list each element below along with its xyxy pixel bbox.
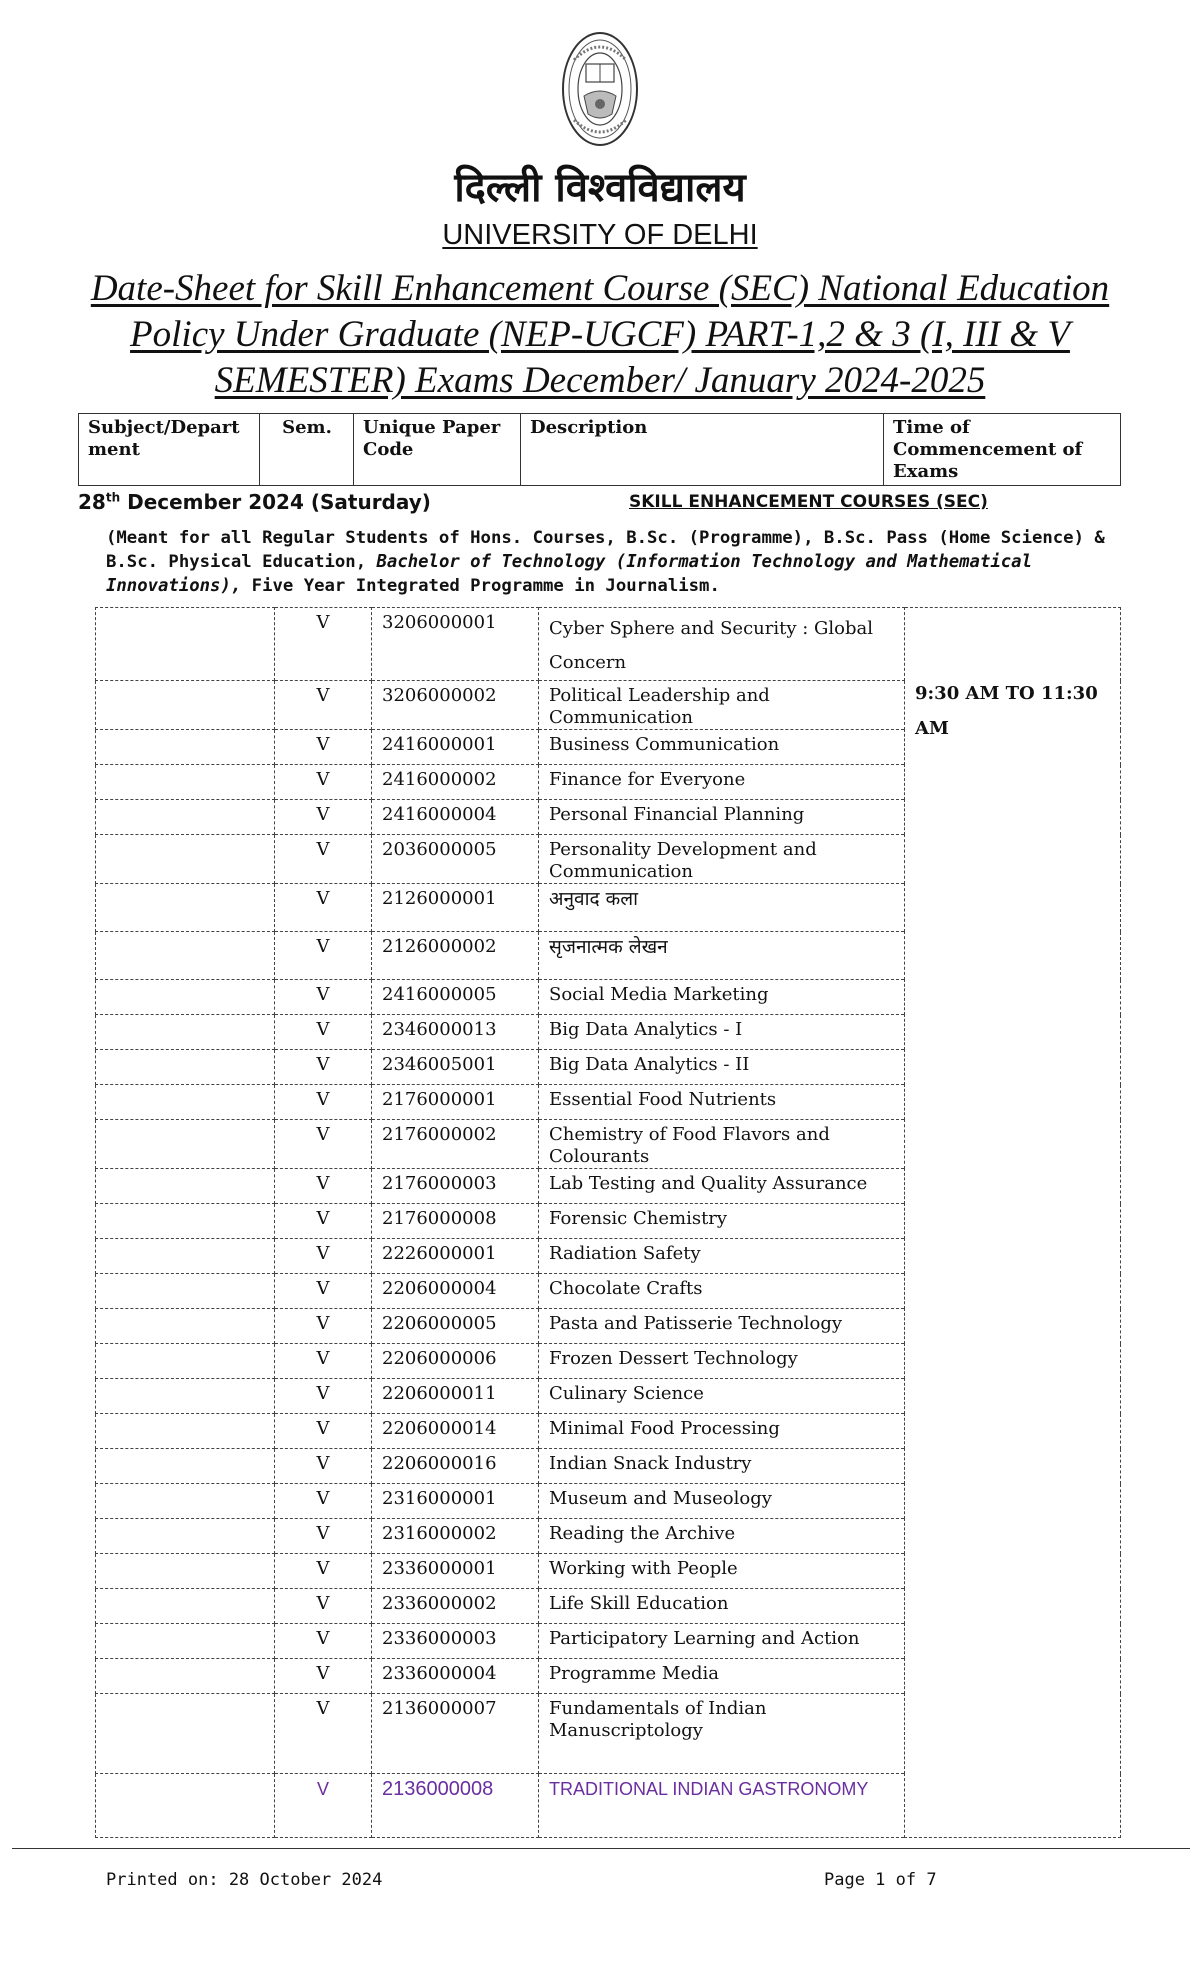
col-subject-header: Subject/Depart ment [79, 414, 260, 486]
subject-cell [96, 980, 275, 1015]
subject-cell [96, 1309, 275, 1344]
sem-cell: V [275, 1414, 372, 1449]
sem-cell: V [275, 1379, 372, 1414]
paper-code-cell: 2206000004 [372, 1274, 539, 1309]
sem-cell: V [275, 1309, 372, 1344]
description-cell: Big Data Analytics - II [539, 1050, 905, 1085]
sem-cell: V [275, 765, 372, 800]
paper-code-cell: 2126000002 [372, 932, 539, 980]
description-cell: अनुवाद कला [539, 884, 905, 932]
sem-cell: V [275, 608, 372, 681]
subject-cell [96, 1239, 275, 1274]
sem-cell: V [275, 1204, 372, 1239]
description-cell: Forensic Chemistry [539, 1204, 905, 1239]
university-title: UNIVERSITY OF DELHI [442, 219, 758, 251]
subject-cell [96, 765, 275, 800]
subject-cell [96, 1589, 275, 1624]
paper-code-cell: 2206000006 [372, 1344, 539, 1379]
hindi-university-title: दिल्ली विश्वविद्यालय [454, 165, 746, 211]
sem-cell: V [275, 1050, 372, 1085]
paper-code-cell: 2036000005 [372, 835, 539, 884]
sem-cell: V [275, 1554, 372, 1589]
subject-cell [96, 932, 275, 980]
footer-divider [12, 1848, 1190, 1849]
paper-code-cell: 2316000001 [372, 1484, 539, 1519]
sem-cell: V [275, 1484, 372, 1519]
page-number: Page 1 of 7 [824, 1870, 937, 1890]
subject-cell [96, 1274, 275, 1309]
datesheet-title: Date-Sheet for Skill Enhancement Course (SEC) National Education Policy Under Graduate (NEP-UGCF) PART-1,2 & 3 (I, III & V SEMESTER) Exams December/ January 2024-2025 [90, 268, 1110, 401]
description-cell: Essential Food Nutrients [539, 1085, 905, 1120]
sem-cell: V [275, 1774, 372, 1838]
subject-cell [96, 1694, 275, 1774]
sem-cell: V [275, 1120, 372, 1169]
subject-cell [96, 1169, 275, 1204]
sem-cell: V [275, 1085, 372, 1120]
paper-table [95, 607, 1121, 1838]
description-cell: Chocolate Crafts [539, 1274, 905, 1309]
sem-cell: V [275, 1519, 372, 1554]
paper-code-cell: 2176000003 [372, 1169, 539, 1204]
column-header-row [79, 414, 1121, 486]
eligibility-note-part1: (Meant for all Regular Students of Hons. Courses, B.Sc. (Programme), B.Sc. Pass (Home Science) & B.Sc. Physical Education, [106, 528, 1105, 572]
paper-code-cell: 2336000001 [372, 1554, 539, 1589]
description-cell: Finance for Everyone [539, 765, 905, 800]
subject-cell [96, 1015, 275, 1050]
subject-cell [96, 1449, 275, 1484]
exam-date [78, 490, 431, 514]
col-sem-header: Sem. [260, 414, 354, 486]
sem-cell: V [275, 1239, 372, 1274]
subject-cell [96, 1120, 275, 1169]
column-header-table [78, 413, 1121, 486]
description-cell: Minimal Food Processing [539, 1414, 905, 1449]
sem-cell: V [275, 884, 372, 932]
subject-cell [96, 608, 275, 681]
section-heading: SKILL ENHANCEMENT COURSES (SEC) [629, 492, 988, 512]
description-cell: Museum and Museology [539, 1484, 905, 1519]
paper-code-cell: 2136000007 [372, 1694, 539, 1774]
subject-cell [96, 800, 275, 835]
paper-code-cell: 2336000004 [372, 1659, 539, 1694]
paper-code-cell: 2316000002 [372, 1519, 539, 1554]
description-cell: Radiation Safety [539, 1239, 905, 1274]
description-cell: Big Data Analytics - I [539, 1015, 905, 1050]
description-cell: Chemistry of Food Flavors and Colourants [539, 1120, 905, 1169]
paper-code-cell: 2206000014 [372, 1414, 539, 1449]
description-cell: Lab Testing and Quality Assurance [539, 1169, 905, 1204]
exam-day-line [78, 490, 1123, 516]
sem-cell: V [275, 681, 372, 730]
description-cell: Pasta and Patisserie Technology [539, 1309, 905, 1344]
col-time-header: Time of Commencement of Exams [884, 414, 1121, 486]
description-cell: सृजनात्मक लेखन [539, 932, 905, 980]
sem-cell: V [275, 730, 372, 765]
paper-code-cell: 2336000003 [372, 1624, 539, 1659]
paper-code-cell: 2206000005 [372, 1309, 539, 1344]
subject-cell [96, 1519, 275, 1554]
paper-code-cell: 2346000013 [372, 1015, 539, 1050]
paper-code-cell: 2176000002 [372, 1120, 539, 1169]
description-cell: Reading the Archive [539, 1519, 905, 1554]
paper-code-cell: 3206000001 [372, 608, 539, 681]
description-cell: Working with People [539, 1554, 905, 1589]
subject-cell [96, 1484, 275, 1519]
description-cell: Culinary Science [539, 1379, 905, 1414]
description-cell: Frozen Dessert Technology [539, 1344, 905, 1379]
sem-cell: V [275, 1274, 372, 1309]
exam-date-suffix: th [105, 490, 121, 505]
university-seal-logo [560, 30, 640, 148]
description-cell: Participatory Learning and Action [539, 1624, 905, 1659]
sem-cell: V [275, 1694, 372, 1774]
seal-icon [560, 30, 640, 148]
paper-code-cell: 2416000005 [372, 980, 539, 1015]
sem-cell: V [275, 1589, 372, 1624]
subject-cell [96, 1379, 275, 1414]
subject-cell [96, 884, 275, 932]
paper-code-cell: 2416000002 [372, 765, 539, 800]
sem-cell: V [275, 932, 372, 980]
subject-cell [96, 681, 275, 730]
exam-date-day: 28 [78, 490, 106, 514]
subject-cell [96, 1659, 275, 1694]
col-code-header: Unique Paper Code [354, 414, 521, 486]
paper-code-cell: 2176000008 [372, 1204, 539, 1239]
table-row [96, 608, 1121, 681]
subject-cell [96, 1624, 275, 1659]
description-cell: Personal Financial Planning [539, 800, 905, 835]
sem-cell: V [275, 1659, 372, 1694]
paper-code-cell: 2206000011 [372, 1379, 539, 1414]
description-cell: Indian Snack Industry [539, 1449, 905, 1484]
subject-cell [96, 1554, 275, 1589]
paper-code-cell: 2346005001 [372, 1050, 539, 1085]
subject-cell [96, 1204, 275, 1239]
description-cell: Cyber Sphere and Security : Global Concern [539, 608, 905, 681]
exam-date-rest: December 2024 (Saturday) [120, 490, 431, 514]
paper-code-cell: 2226000001 [372, 1239, 539, 1274]
sem-cell: V [275, 980, 372, 1015]
paper-code-cell: 2136000008 [372, 1774, 539, 1838]
subject-cell [96, 1774, 275, 1838]
paper-code-cell: 3206000002 [372, 681, 539, 730]
description-cell: Fundamentals of Indian Manuscriptology [539, 1694, 905, 1774]
description-cell: TRADITIONAL INDIAN GASTRONOMY [539, 1774, 905, 1838]
paper-code-cell: 2416000004 [372, 800, 539, 835]
paper-table-body [96, 608, 1121, 1838]
eligibility-note-italic: Bachelor of Technology (Information Technology and Mathematical Innovations), [106, 552, 1032, 596]
subject-cell [96, 835, 275, 884]
col-description-header: Description [521, 414, 884, 486]
sem-cell: V [275, 1169, 372, 1204]
description-cell: Business Communication [539, 730, 905, 765]
sem-cell: V [275, 1344, 372, 1379]
subject-cell [96, 1085, 275, 1120]
description-cell: Social Media Marketing [539, 980, 905, 1015]
printed-date: Printed on: 28 October 2024 [106, 1870, 383, 1890]
eligibility-note [106, 526, 1126, 598]
paper-code-cell: 2126000001 [372, 884, 539, 932]
paper-code-cell: 2416000001 [372, 730, 539, 765]
eligibility-note-part2: Five Year Integrated Programme in Journalism. [241, 576, 720, 596]
subject-cell [96, 1344, 275, 1379]
paper-code-cell: 2206000016 [372, 1449, 539, 1484]
sem-cell: V [275, 835, 372, 884]
paper-code-cell: 2336000002 [372, 1589, 539, 1624]
subject-cell [96, 1414, 275, 1449]
description-cell: Personality Development and Communication [539, 835, 905, 884]
subject-cell [96, 730, 275, 765]
sem-cell: V [275, 800, 372, 835]
subject-cell [96, 1050, 275, 1085]
description-cell: Programme Media [539, 1659, 905, 1694]
sem-cell: V [275, 1624, 372, 1659]
paper-code-cell: 2176000001 [372, 1085, 539, 1120]
sem-cell: V [275, 1015, 372, 1050]
description-cell: Life Skill Education [539, 1589, 905, 1624]
description-cell: Political Leadership and Communication [539, 681, 905, 730]
exam-time-cell: 9:30 AM TO 11:30 AM [905, 608, 1121, 1838]
sem-cell: V [275, 1449, 372, 1484]
